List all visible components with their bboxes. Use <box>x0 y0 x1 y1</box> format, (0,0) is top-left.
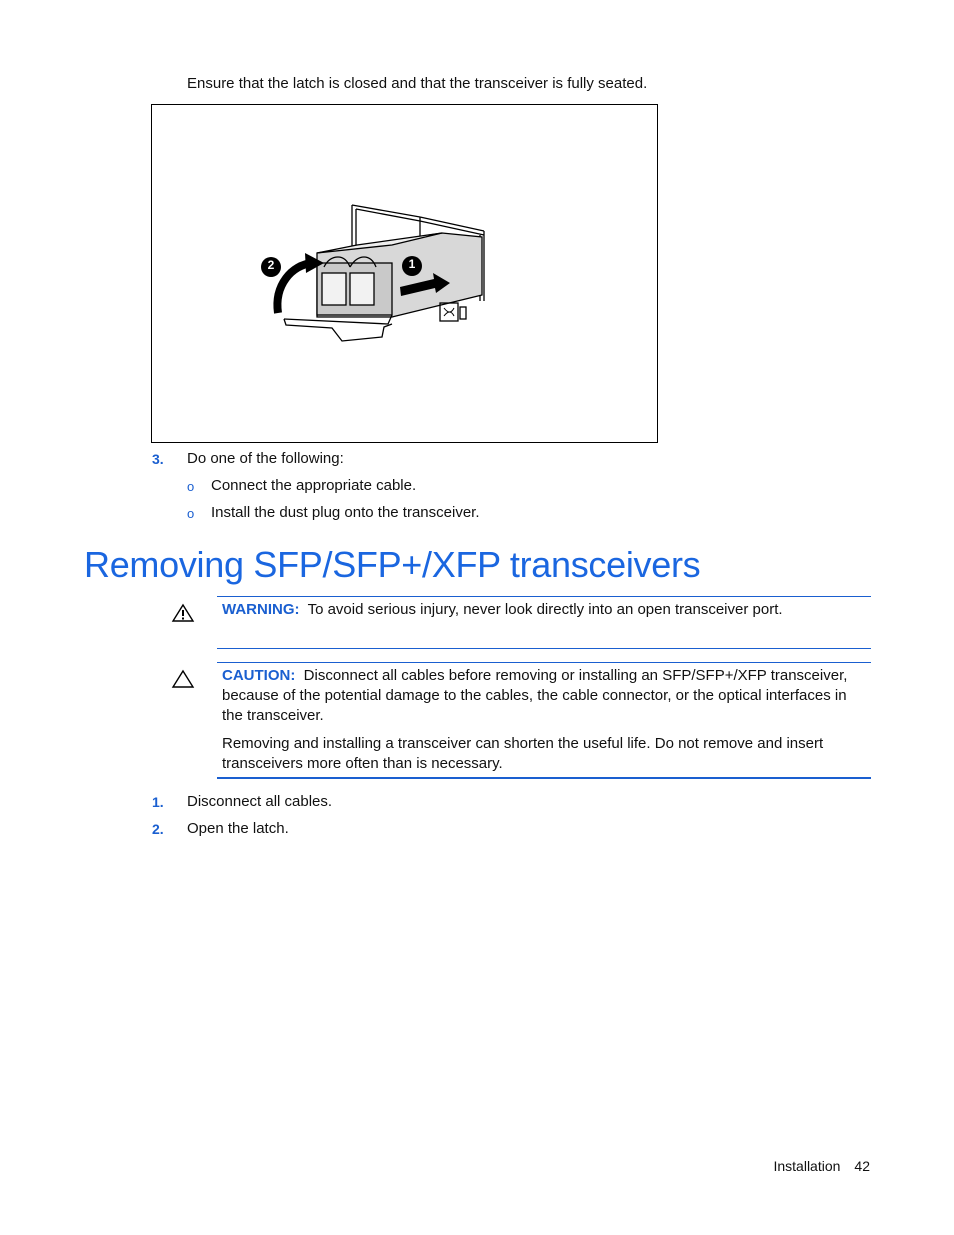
page-number: 42 <box>854 1158 870 1174</box>
warning-bottom-rule <box>217 648 871 649</box>
section-heading: Removing SFP/SFP+/XFP transceivers <box>84 544 701 585</box>
step-1-text: Disconnect all cables. <box>187 793 333 810</box>
warning-text: To avoid serious injury, never look directly into an open transceiver port. <box>307 601 783 618</box>
bullet-item-connect-cable: Connect the appropriate cable. <box>211 477 417 494</box>
caution-icon <box>171 669 195 689</box>
transceiver-illustration <box>152 105 657 442</box>
warning-box <box>222 600 862 620</box>
transceiver-install-figure <box>151 104 658 443</box>
bullet-item-dust-plug: Install the dust plug onto the transceiver. <box>211 504 480 521</box>
step-1-number: 1. <box>152 794 164 810</box>
callout-2-label: 2 <box>267 258 275 272</box>
warning-label: WARNING: <box>222 601 300 618</box>
intro-text: Ensure that the latch is closed and that the transceiver is fully seated. <box>187 75 648 92</box>
caution-bottom-rule <box>217 777 871 779</box>
caution-label: CAUTION: <box>222 667 296 684</box>
caution-text: Disconnect all cables before removing or installing an SFP/SFP+/XFP transceiver, because of the potential damage to the cables, the cable connector, or the optical interfaces in the transceiver. <box>222 667 848 724</box>
step-2-text: Open the latch. <box>187 820 289 837</box>
bullet-symbol: o <box>187 479 195 494</box>
footer-section: Installation <box>773 1158 841 1174</box>
warning-top-rule <box>217 596 871 597</box>
caution-box <box>222 666 867 726</box>
step-3-number: 3. <box>152 451 164 467</box>
callout-1-label: 1 <box>408 257 416 271</box>
caution-text-2: Removing and installing a transceiver can shorten the useful life. Do not remove and insert transceivers more often than is necessary. <box>222 735 824 772</box>
caution-top-rule <box>217 662 871 663</box>
bullet-symbol: o <box>187 506 195 521</box>
step-2-number: 2. <box>152 821 164 837</box>
warning-icon <box>171 603 195 623</box>
page-footer <box>773 1158 870 1174</box>
step-3-text: Do one of the following: <box>187 450 344 467</box>
